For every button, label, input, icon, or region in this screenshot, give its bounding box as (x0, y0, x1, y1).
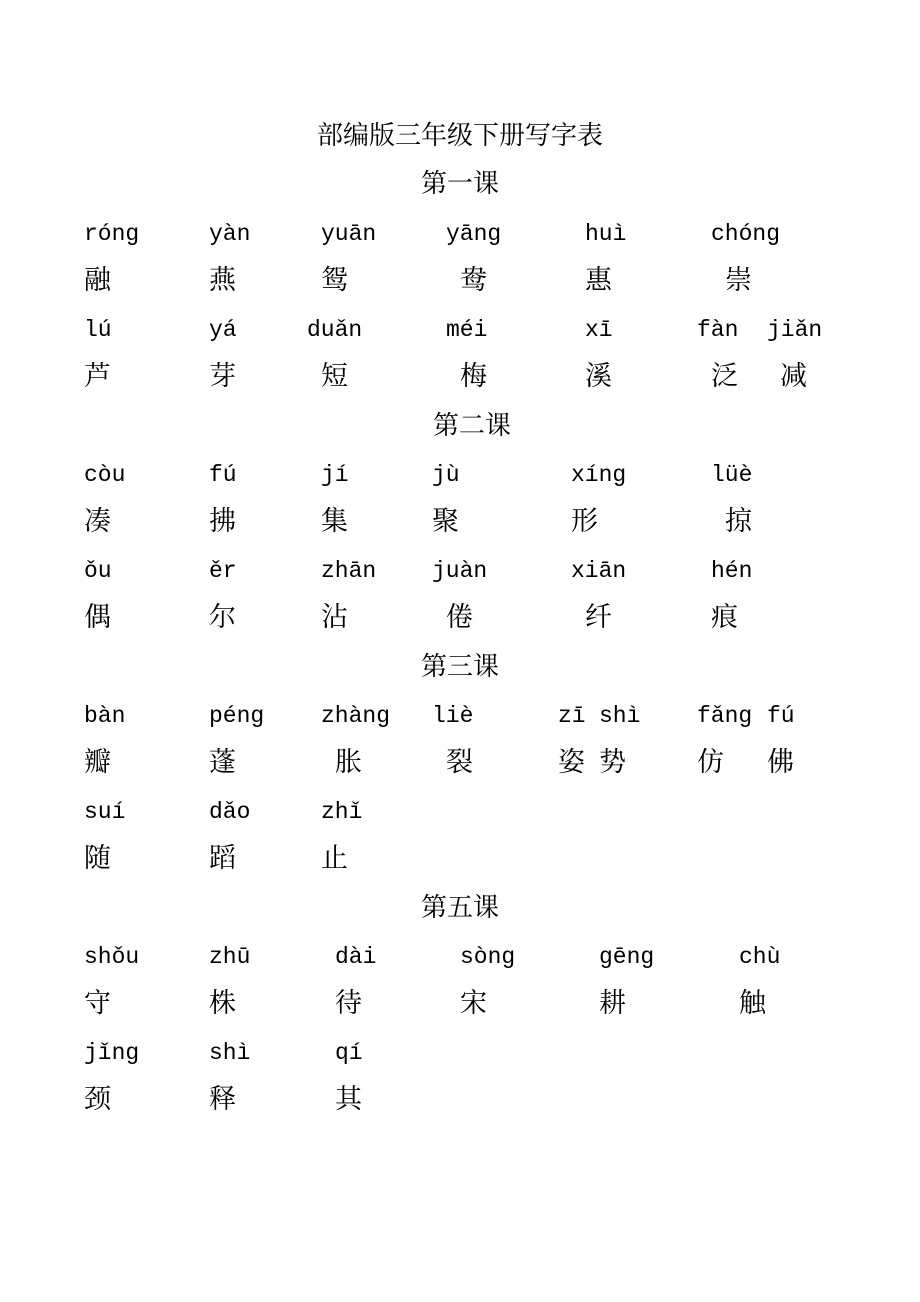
character: 减 (780, 361, 807, 392)
character: 崇 (725, 265, 752, 296)
character: 痕 (711, 602, 738, 633)
lesson-title: 第三课 (420, 652, 499, 682)
character: 形 (571, 506, 598, 537)
pinyin: lüè (711, 462, 753, 488)
pinyin: hén (711, 558, 753, 584)
pinyin: bàn (84, 703, 126, 729)
pinyin: huì (585, 221, 627, 247)
character: 耕 (599, 988, 626, 1019)
pinyin: chù (739, 944, 781, 970)
pinyin: liè (432, 703, 474, 729)
page-title: 部编版三年级下册写字表 (316, 121, 603, 151)
character: 溪 (585, 361, 612, 392)
pinyin: yāng (446, 221, 502, 247)
pinyin: sòng (460, 944, 516, 970)
lesson-title: 第二课 (432, 411, 511, 441)
character: 拂 (209, 506, 236, 537)
pinyin: jǐng (84, 1040, 140, 1066)
character: 势 (599, 747, 626, 778)
character: 泛 (711, 361, 738, 392)
character: 裂 (446, 747, 473, 778)
character: 惠 (585, 265, 612, 296)
character: 短 (321, 361, 348, 392)
lesson-title: 第一课 (420, 169, 499, 199)
character: 聚 (432, 506, 459, 537)
character: 掠 (725, 506, 752, 537)
pinyin: còu (84, 462, 126, 488)
character: 鸳 (321, 265, 348, 296)
pinyin: yá (209, 317, 237, 343)
character: 尔 (209, 602, 236, 633)
pinyin: yàn (209, 221, 251, 247)
pinyin: zhàng (321, 703, 391, 729)
character: 纤 (585, 602, 612, 633)
character: 芽 (209, 361, 236, 392)
character: 瓣 (84, 747, 111, 778)
pinyin: fú (767, 703, 795, 729)
character: 沾 (321, 602, 348, 633)
pinyin: juàn (432, 558, 488, 584)
pinyin: péng (209, 703, 265, 729)
pinyin: shì (209, 1040, 251, 1066)
character: 蹈 (209, 843, 236, 874)
character: 守 (84, 988, 111, 1019)
lesson-title: 第五课 (420, 893, 499, 923)
character: 其 (335, 1084, 362, 1115)
pinyin: fǎng (697, 703, 753, 729)
character: 随 (84, 843, 111, 874)
pinyin: fàn (697, 317, 739, 343)
pinyin: méi (446, 317, 488, 343)
pinyin: dài (335, 944, 377, 970)
pinyin: duǎn (307, 317, 363, 343)
character: 梅 (460, 361, 487, 392)
pinyin: zī (558, 703, 586, 729)
character: 颈 (84, 1084, 111, 1115)
character: 株 (209, 988, 236, 1019)
pinyin: zhān (321, 558, 377, 584)
pinyin: jiǎn (767, 317, 823, 343)
pinyin: chóng (711, 221, 781, 247)
pinyin: qí (335, 1040, 363, 1066)
pinyin: yuān (321, 221, 377, 247)
pinyin: shì (599, 703, 641, 729)
pinyin: xíng (571, 462, 627, 488)
character: 鸯 (460, 265, 487, 296)
character: 芦 (84, 361, 111, 392)
character: 蓬 (209, 747, 236, 778)
pinyin: jù (432, 462, 460, 488)
pinyin: jí (321, 462, 349, 488)
character: 燕 (209, 265, 236, 296)
pinyin: róng (84, 221, 140, 247)
character: 偶 (84, 602, 111, 633)
pinyin: lú (84, 317, 112, 343)
character: 宋 (460, 988, 487, 1019)
pinyin: fú (209, 462, 237, 488)
character: 胀 (335, 747, 362, 778)
pinyin: xiān (571, 558, 627, 584)
character: 融 (84, 265, 111, 296)
pinyin: ěr (209, 558, 237, 584)
character: 待 (335, 988, 362, 1019)
character: 佛 (767, 747, 794, 778)
character: 姿 (558, 747, 585, 778)
pinyin: zhǐ (321, 799, 363, 825)
character: 释 (209, 1084, 236, 1115)
pinyin: ǒu (84, 558, 112, 584)
pinyin: dǎo (209, 799, 251, 825)
pinyin: suí (84, 799, 126, 825)
character: 倦 (446, 602, 473, 633)
character: 仿 (697, 747, 724, 778)
character: 止 (321, 843, 348, 874)
character: 集 (321, 506, 348, 537)
character: 凑 (84, 506, 111, 537)
pinyin: gēng (599, 944, 655, 970)
pinyin: shǒu (84, 944, 140, 970)
pinyin: zhū (209, 944, 251, 970)
character: 触 (739, 988, 766, 1019)
pinyin: xī (585, 317, 613, 343)
